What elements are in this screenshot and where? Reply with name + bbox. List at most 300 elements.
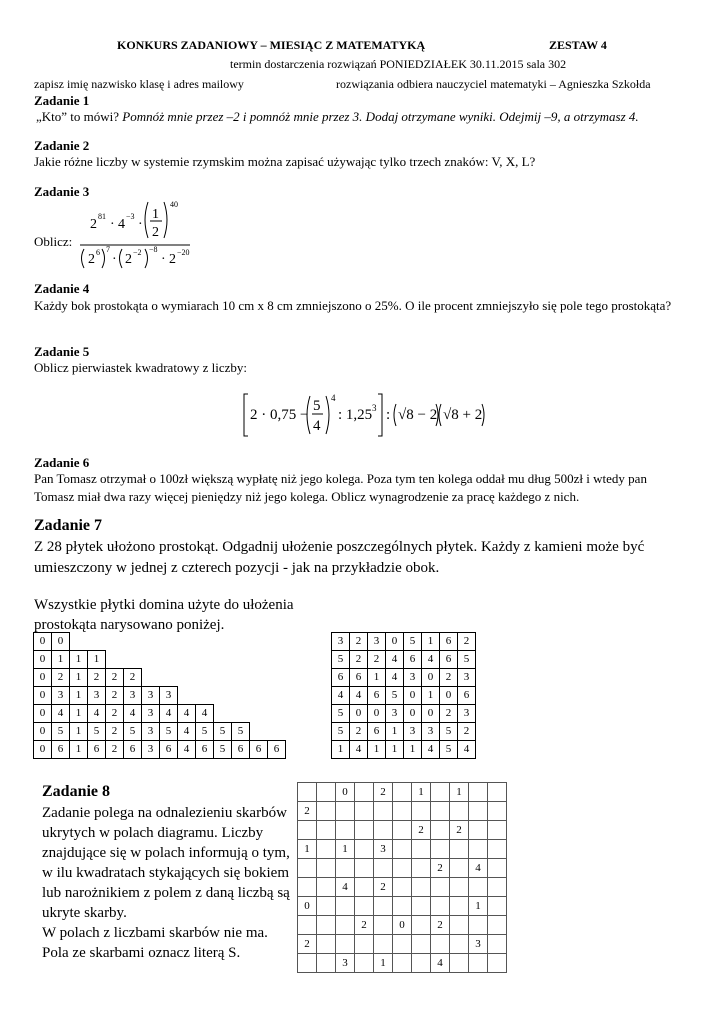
grid-cell[interactable]	[393, 954, 412, 973]
domino-cell: 0	[34, 687, 52, 705]
rectangle-cell: 4	[386, 651, 404, 669]
domino-cell: 5	[214, 741, 232, 759]
empty-cell	[196, 687, 214, 705]
t3-exp-m2: −2	[133, 248, 142, 257]
grid-cell[interactable]	[374, 897, 393, 916]
domino-cell: 4	[196, 705, 214, 723]
t5-b: : 1,25	[338, 407, 373, 423]
domino-cell: 2	[52, 669, 70, 687]
grid-cell[interactable]: 1	[469, 897, 488, 916]
task5-formula	[240, 390, 490, 440]
task2-text: Jakie różne liczby w systemie rzymskim można zapisać używając tylko trzech znaków: V, X, L?	[34, 154, 536, 169]
grid-cell[interactable]: 2	[431, 859, 450, 878]
rectangle-cell: 1	[386, 723, 404, 741]
grid-cell[interactable]	[431, 783, 450, 802]
rectangle-cell: 1	[422, 633, 440, 651]
rectangle-cell: 1	[422, 687, 440, 705]
set-number: ZESTAW 4	[549, 38, 607, 52]
empty-cell	[268, 687, 286, 705]
rectangle-cell: 0	[386, 633, 404, 651]
rectangle-cell: 0	[350, 705, 368, 723]
empty-cell	[124, 633, 142, 651]
grid-cell[interactable]	[450, 859, 469, 878]
empty-cell	[106, 633, 124, 651]
task8-label: Zadanie 8	[42, 783, 111, 800]
grid-row	[298, 954, 507, 973]
task8-line: ukrytych w polach diagramu. Liczby	[42, 825, 264, 841]
empty-cell	[178, 633, 196, 651]
grid-cell[interactable]	[412, 916, 431, 935]
t5-exp4: 4	[331, 393, 336, 403]
grid-cell[interactable]: 2	[374, 783, 393, 802]
rectangle-cell: 3	[458, 669, 476, 687]
rectangle-row	[332, 669, 476, 687]
grid-cell[interactable]: 3	[374, 840, 393, 859]
grid-cell[interactable]	[317, 935, 336, 954]
t3-base2: 2	[90, 217, 97, 232]
empty-cell	[178, 651, 196, 669]
empty-cell	[232, 651, 250, 669]
domino-cell: 3	[52, 687, 70, 705]
grid-cell[interactable]	[431, 935, 450, 954]
empty-cell	[196, 669, 214, 687]
grid-cell[interactable]	[355, 859, 374, 878]
grid-cell[interactable]	[412, 878, 431, 897]
grid-cell[interactable]: 0	[336, 783, 355, 802]
grid-cell[interactable]	[488, 897, 507, 916]
t3-exp7: 7	[106, 245, 110, 254]
rectangle-cell: 0	[440, 687, 458, 705]
grid-cell[interactable]	[412, 954, 431, 973]
domino-row	[34, 741, 286, 759]
grid-cell[interactable]	[488, 954, 507, 973]
t5-e: √8 + 2	[443, 407, 483, 423]
rectangle-cell: 2	[458, 633, 476, 651]
task3-label: Zadanie 3	[34, 184, 90, 199]
rectangle-cell: 1	[368, 741, 386, 759]
rectangle-cell: 5	[332, 651, 350, 669]
grid-cell[interactable]: 2	[412, 821, 431, 840]
domino-cell: 4	[52, 705, 70, 723]
rectangle-cell: 2	[350, 723, 368, 741]
grid-row	[298, 878, 507, 897]
empty-cell	[106, 651, 124, 669]
task8-description	[42, 803, 290, 963]
grid-cell[interactable]	[412, 859, 431, 878]
grid-cell[interactable]	[298, 878, 317, 897]
t3-two: 2	[152, 225, 159, 240]
grid-cell[interactable]	[488, 802, 507, 821]
domino-row	[34, 651, 286, 669]
grid-cell[interactable]	[412, 897, 431, 916]
grid-cell[interactable]	[355, 954, 374, 973]
grid-cell[interactable]	[488, 916, 507, 935]
domino-cell: 3	[160, 687, 178, 705]
grid-cell[interactable]	[450, 802, 469, 821]
rectangle-row	[332, 687, 476, 705]
grid-cell[interactable]	[450, 916, 469, 935]
rectangle-cell: 2	[440, 705, 458, 723]
rectangle-cell: 6	[368, 723, 386, 741]
domino-cell: 6	[196, 741, 214, 759]
grid-cell[interactable]	[488, 878, 507, 897]
t3-exp81: 81	[98, 212, 106, 221]
empty-cell	[268, 651, 286, 669]
domino-cell: 0	[52, 633, 70, 651]
grid-cell[interactable]	[298, 859, 317, 878]
domino-rectangle-table	[331, 632, 476, 759]
task1-riddle: Pomnóż mnie przez –2 i pomnóż mnie przez 3. Dodaj otrzymane wyniki. Odejmij –9, a otrzymasz 4.	[122, 109, 639, 124]
grid-cell[interactable]	[393, 783, 412, 802]
rectangle-cell: 4	[422, 741, 440, 759]
t5-num: 5	[313, 398, 321, 414]
grid-cell[interactable]	[317, 802, 336, 821]
grid-cell[interactable]	[298, 821, 317, 840]
domino-cell: 6	[160, 741, 178, 759]
teacher-note: rozwiązania odbiera nauczyciel matematyki – Agnieszka Szkołda	[336, 77, 651, 91]
domino-cell: 2	[106, 723, 124, 741]
empty-cell	[232, 687, 250, 705]
rectangle-cell: 4	[350, 687, 368, 705]
student-info-note: zapisz imię nazwisko klasę i adres mailowy	[34, 77, 244, 91]
grid-cell[interactable]	[336, 897, 355, 916]
task8-line: ukryte skarby.	[42, 905, 127, 921]
domino-cell: 0	[34, 705, 52, 723]
empty-cell	[142, 669, 160, 687]
empty-cell	[178, 669, 196, 687]
rectangle-cell: 1	[332, 741, 350, 759]
grid-cell[interactable]	[336, 916, 355, 935]
rectangle-cell: 6	[368, 687, 386, 705]
grid-cell[interactable]	[317, 840, 336, 859]
empty-cell	[196, 633, 214, 651]
task3-formula	[74, 196, 204, 276]
domino-cell: 3	[124, 687, 142, 705]
grid-cell[interactable]	[450, 897, 469, 916]
grid-cell[interactable]	[374, 802, 393, 821]
grid-cell[interactable]	[298, 783, 317, 802]
domino-row	[34, 633, 286, 651]
domino-cell: 6	[232, 741, 250, 759]
grid-cell[interactable]: 2	[298, 935, 317, 954]
grid-cell[interactable]: 4	[431, 954, 450, 973]
grid-row	[298, 783, 507, 802]
domino-cell: 1	[70, 669, 88, 687]
task6-label: Zadanie 6	[34, 455, 90, 470]
domino-row	[34, 723, 286, 741]
domino-cell: 2	[106, 741, 124, 759]
domino-cell: 6	[268, 741, 286, 759]
grid-cell[interactable]	[469, 802, 488, 821]
empty-cell	[268, 633, 286, 651]
grid-cell[interactable]	[298, 916, 317, 935]
rectangle-cell: 5	[332, 705, 350, 723]
rectangle-cell: 0	[404, 687, 422, 705]
domino-cell: 5	[160, 723, 178, 741]
grid-cell[interactable]	[393, 935, 412, 954]
domino-cell: 3	[142, 741, 160, 759]
domino-cell: 5	[88, 723, 106, 741]
empty-cell	[250, 651, 268, 669]
grid-cell[interactable]	[488, 840, 507, 859]
task1-label: Zadanie 1	[34, 93, 90, 108]
grid-cell[interactable]	[450, 878, 469, 897]
domino-cell: 2	[124, 669, 142, 687]
grid-cell[interactable]	[355, 878, 374, 897]
task8-line: Pola ze skarbami oznacz literą S.	[42, 945, 241, 961]
rectangle-cell: 1	[368, 669, 386, 687]
rectangle-cell: 5	[440, 723, 458, 741]
grid-cell[interactable]: 4	[336, 878, 355, 897]
grid-cell[interactable]: 1	[336, 840, 355, 859]
grid-cell[interactable]	[355, 840, 374, 859]
domino-cell: 4	[178, 705, 196, 723]
task4-text: Każdy bok prostokąta o wymiarach 10 cm x 8 cm zmniejszono o 25%. O ile procent zmniejszyło się pole tego prostokąta?	[34, 298, 672, 313]
empty-cell	[232, 705, 250, 723]
grid-cell[interactable]	[374, 935, 393, 954]
rectangle-row	[332, 633, 476, 651]
task7-tiles-note: Wszystkie płytki domina użyte do ułożenia prostokąta narysowano poniżej.	[34, 597, 294, 633]
grid-cell[interactable]	[412, 802, 431, 821]
t5-c: :	[386, 407, 391, 423]
grid-cell[interactable]: 1	[412, 783, 431, 802]
grid-cell[interactable]	[488, 783, 507, 802]
domino-cell: 3	[142, 687, 160, 705]
task3-prompt: Oblicz:	[34, 234, 73, 249]
grid-cell[interactable]	[393, 859, 412, 878]
rectangle-cell: 2	[368, 651, 386, 669]
grid-cell[interactable]: 2	[450, 821, 469, 840]
grid-cell[interactable]	[431, 821, 450, 840]
domino-cell: 3	[142, 723, 160, 741]
domino-cell: 4	[178, 723, 196, 741]
rectangle-cell: 6	[440, 651, 458, 669]
grid-cell[interactable]	[412, 935, 431, 954]
empty-cell	[88, 633, 106, 651]
rectangle-cell: 1	[404, 741, 422, 759]
rectangle-cell: 3	[332, 633, 350, 651]
rectangle-cell: 3	[386, 705, 404, 723]
empty-cell	[250, 687, 268, 705]
domino-row	[34, 669, 286, 687]
grid-cell[interactable]	[355, 821, 374, 840]
t3-base4: 4	[118, 217, 125, 232]
rectangle-cell: 4	[422, 651, 440, 669]
domino-cell: 5	[232, 723, 250, 741]
grid-cell[interactable]	[488, 821, 507, 840]
domino-cell: 4	[88, 705, 106, 723]
rectangle-cell: 5	[458, 651, 476, 669]
empty-cell	[214, 651, 232, 669]
task8-line: W polach z liczbami skarbów nie ma.	[42, 925, 268, 941]
grid-cell[interactable]	[336, 802, 355, 821]
rectangle-cell: 1	[386, 741, 404, 759]
grid-cell[interactable]	[317, 954, 336, 973]
empty-cell	[250, 633, 268, 651]
rectangle-cell: 4	[458, 741, 476, 759]
domino-cell: 0	[34, 669, 52, 687]
domino-cell: 2	[106, 687, 124, 705]
grid-cell[interactable]: 0	[393, 916, 412, 935]
empty-cell	[214, 687, 232, 705]
domino-cell: 4	[178, 741, 196, 759]
domino-cell: 1	[70, 651, 88, 669]
t3-exp-m3: −3	[126, 212, 135, 221]
rectangle-cell: 5	[332, 723, 350, 741]
domino-cell: 0	[34, 651, 52, 669]
grid-cell[interactable]	[469, 954, 488, 973]
t3-dot1: ·	[110, 217, 115, 232]
task1-text	[36, 109, 639, 125]
t3-exp-m8: −8	[149, 245, 158, 254]
t3-exp6: 6	[96, 248, 100, 257]
grid-cell[interactable]	[431, 802, 450, 821]
grid-cell[interactable]	[374, 916, 393, 935]
grid-cell[interactable]	[355, 897, 374, 916]
t3-dot2: ·	[138, 217, 143, 232]
empty-cell	[268, 723, 286, 741]
domino-cell: 5	[124, 723, 142, 741]
empty-cell	[232, 633, 250, 651]
domino-row	[34, 687, 286, 705]
grid-cell[interactable]	[317, 916, 336, 935]
domino-cell: 5	[52, 723, 70, 741]
empty-cell	[250, 723, 268, 741]
grid-cell[interactable]: 2	[431, 916, 450, 935]
grid-cell[interactable]	[317, 859, 336, 878]
t5-a: 2 · 0,75 −	[250, 407, 309, 423]
grid-cell[interactable]	[450, 840, 469, 859]
task1-quote: „Kto” to mówi?	[36, 109, 123, 124]
grid-cell[interactable]	[317, 821, 336, 840]
t3-b26: 2	[88, 252, 95, 267]
grid-cell[interactable]	[355, 802, 374, 821]
grid-cell[interactable]	[393, 878, 412, 897]
rectangle-row	[332, 705, 476, 723]
domino-cell: 0	[34, 741, 52, 759]
grid-cell[interactable]	[317, 878, 336, 897]
empty-cell	[142, 651, 160, 669]
rectangle-cell: 4	[350, 741, 368, 759]
rectangle-cell: 3	[422, 723, 440, 741]
grid-cell[interactable]	[469, 821, 488, 840]
rectangle-cell: 5	[386, 687, 404, 705]
t3-dot4: ·	[161, 252, 166, 267]
domino-cell: 1	[70, 705, 88, 723]
grid-cell[interactable]	[355, 935, 374, 954]
grid-cell[interactable]	[431, 897, 450, 916]
t3-exp40: 40	[170, 200, 178, 209]
empty-cell	[160, 651, 178, 669]
rectangle-cell: 3	[368, 633, 386, 651]
domino-cell: 1	[52, 651, 70, 669]
grid-cell[interactable]	[469, 840, 488, 859]
grid-cell[interactable]	[450, 954, 469, 973]
grid-cell[interactable]	[317, 783, 336, 802]
empty-cell	[178, 687, 196, 705]
grid-cell[interactable]	[374, 821, 393, 840]
grid-cell[interactable]	[317, 897, 336, 916]
grid-cell[interactable]	[469, 916, 488, 935]
grid-row	[298, 859, 507, 878]
grid-cell[interactable]: 2	[298, 802, 317, 821]
grid-cell[interactable]	[488, 859, 507, 878]
grid-row	[298, 897, 507, 916]
task8-line: w ilu kwadratach stykających się bokiem	[42, 865, 290, 881]
contest-title: KONKURS ZADANIOWY – MIESIĄC Z MATEMATYKĄ	[117, 38, 426, 52]
task8-line: znajdujące się w polach informują o tym,	[42, 845, 290, 861]
domino-cell: 1	[70, 687, 88, 705]
grid-cell[interactable]: 0	[298, 897, 317, 916]
t3-exp-m20: −20	[177, 248, 190, 257]
grid-row	[298, 916, 507, 935]
empty-cell	[232, 669, 250, 687]
grid-cell[interactable]	[431, 840, 450, 859]
empty-cell	[70, 633, 88, 651]
rectangle-cell: 6	[440, 633, 458, 651]
grid-cell[interactable]	[469, 878, 488, 897]
grid-cell[interactable]	[298, 954, 317, 973]
grid-cell[interactable]	[412, 840, 431, 859]
grid-cell[interactable]: 3	[336, 954, 355, 973]
empty-cell	[268, 705, 286, 723]
domino-cell: 6	[52, 741, 70, 759]
grid-cell[interactable]	[355, 783, 374, 802]
grid-cell[interactable]	[336, 821, 355, 840]
grid-cell[interactable]: 1	[298, 840, 317, 859]
grid-cell[interactable]	[469, 783, 488, 802]
empty-cell	[160, 669, 178, 687]
domino-cell: 6	[88, 741, 106, 759]
grid-cell[interactable]: 4	[469, 859, 488, 878]
grid-cell[interactable]	[488, 935, 507, 954]
rectangle-cell: 6	[350, 669, 368, 687]
empty-cell	[268, 669, 286, 687]
grid-cell[interactable]	[393, 897, 412, 916]
grid-cell[interactable]	[393, 802, 412, 821]
grid-cell[interactable]	[431, 878, 450, 897]
grid-row	[298, 802, 507, 821]
grid-cell[interactable]	[393, 821, 412, 840]
task8-line: Zadanie polega na odnalezieniu skarbów	[42, 805, 287, 821]
rectangle-cell: 3	[404, 669, 422, 687]
rectangle-cell: 0	[422, 705, 440, 723]
grid-cell[interactable]	[393, 840, 412, 859]
domino-cell: 1	[70, 723, 88, 741]
grid-cell[interactable]: 2	[374, 878, 393, 897]
domino-cell: 1	[70, 741, 88, 759]
grid-cell[interactable]	[374, 859, 393, 878]
domino-cell: 4	[160, 705, 178, 723]
rectangle-row	[332, 651, 476, 669]
empty-cell	[214, 669, 232, 687]
grid-cell[interactable]: 1	[374, 954, 393, 973]
grid-cell[interactable]: 2	[355, 916, 374, 935]
grid-cell[interactable]	[450, 935, 469, 954]
rectangle-cell: 5	[404, 633, 422, 651]
domino-cell: 6	[250, 741, 268, 759]
domino-row	[34, 705, 286, 723]
domino-set-table	[33, 632, 286, 759]
task8-line: lub narożnikiem z polem z daną liczbą są	[42, 885, 290, 901]
rectangle-cell: 4	[332, 687, 350, 705]
empty-cell	[214, 705, 232, 723]
rectangle-cell: 3	[404, 723, 422, 741]
grid-cell[interactable]: 3	[469, 935, 488, 954]
grid-cell[interactable]	[336, 935, 355, 954]
grid-cell[interactable]	[336, 859, 355, 878]
grid-cell[interactable]: 1	[450, 783, 469, 802]
